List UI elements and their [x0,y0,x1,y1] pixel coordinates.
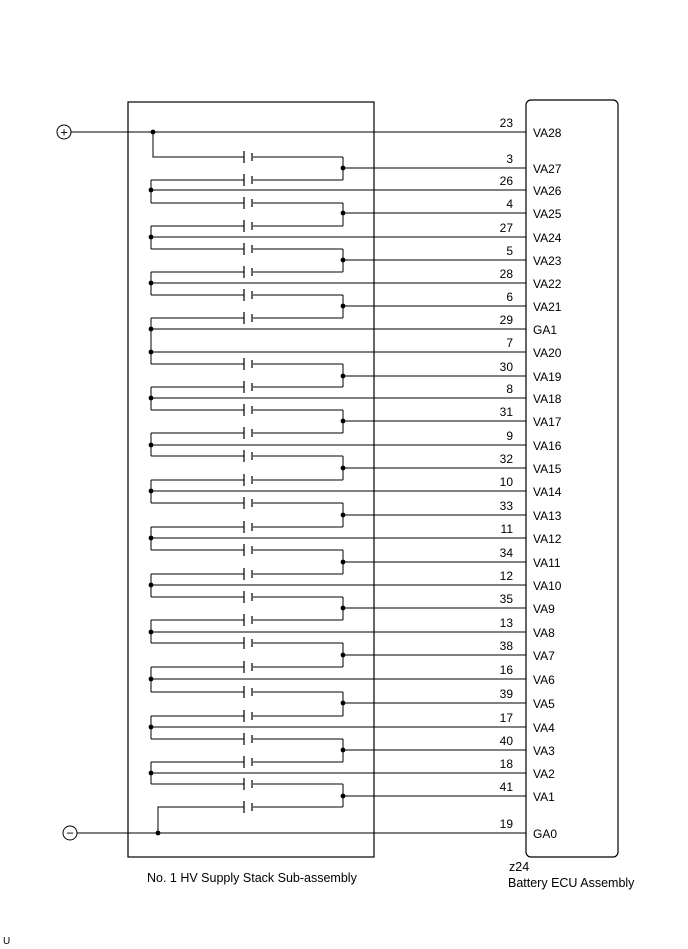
battery-cell-symbol [159,220,343,232]
terminal-name: VA11 [533,556,561,570]
terminal-name: VA2 [533,767,555,781]
terminal-name: VA9 [533,602,555,616]
pin-number: 32 [499,452,513,466]
terminal-name: VA27 [533,162,562,176]
battery-cell-symbol [159,427,343,439]
negative-terminal-symbol: − [66,825,74,841]
junction-dot [341,606,346,611]
pin-number: 31 [499,405,513,419]
wires-layer [71,132,526,833]
terminal-name: VA15 [533,462,562,476]
pin-number: 23 [499,116,513,130]
junction-dot [149,443,154,448]
terminal-name: VA18 [533,392,562,406]
junction-dot [341,748,346,753]
junction-dot [149,350,154,355]
pin-number: 41 [499,780,513,794]
pin-number: 9 [506,429,513,443]
pin-number: 10 [499,475,513,489]
pin-number: 3 [506,152,513,166]
battery-cell-symbol [159,568,343,580]
pin-labels-layer [500,116,562,841]
junction-dot [341,258,346,263]
terminal-name: VA19 [533,370,562,384]
terminal-name: VA5 [533,697,555,711]
terminal-name: VA14 [533,485,562,499]
pin-number: 4 [506,197,513,211]
battery-cell-symbol [159,197,343,209]
terminal-name: VA17 [533,415,562,429]
top-cell-feed [153,132,159,157]
junction-dot [341,794,346,799]
junction-dot [149,235,154,240]
pin-number: 27 [499,221,513,235]
terminal-name: VA13 [533,509,562,523]
pin-number: 35 [499,592,513,606]
battery-cell-symbol [159,243,343,255]
junction-dot [149,327,154,332]
footer-mark: U [3,936,11,947]
junction-dot [341,166,346,171]
junction-dot [149,489,154,494]
stack-subassembly-title: No. 1 HV Supply Stack Sub-assembly [147,871,357,885]
terminal-name: VA3 [533,744,555,758]
terminal-name: VA16 [533,439,562,453]
pin-number: 33 [499,499,513,513]
pin-number: 29 [499,313,513,327]
battery-cell-symbol [159,614,343,626]
battery-cell-symbol [159,521,343,533]
pin-number: 8 [506,382,513,396]
battery-cell-symbol [159,686,343,698]
terminal-name: VA24 [533,231,562,245]
battery-cell-symbol [159,151,343,163]
pin-number: 26 [499,174,513,188]
ecu-assembly-title: Battery ECU Assembly [508,876,635,890]
pin-number: 7 [506,336,513,350]
pin-number: 28 [499,267,513,281]
ecu-connector-id: z24 [509,860,530,874]
battery-cell-symbol [159,404,343,416]
pin-number: 6 [506,290,513,304]
junction-dot [341,560,346,565]
junction-dot [156,831,161,836]
pin-number: 30 [499,360,513,374]
junction-dot [341,513,346,518]
battery-cell-symbol [159,474,343,486]
junction-dot [149,188,154,193]
junction-dot [149,677,154,682]
junction-dot [341,304,346,309]
junction-dot [149,771,154,776]
terminal-name: VA1 [533,790,555,804]
pin-number: 17 [499,711,513,725]
pin-number: 40 [499,734,513,748]
junction-dot [151,130,156,135]
battery-cell-symbol [159,289,343,301]
pin-number: 11 [500,522,513,536]
pin-number: 16 [499,663,513,677]
pin-number: 19 [499,817,513,831]
terminal-name: VA4 [533,721,555,735]
battery-cell-symbol [159,174,343,186]
terminal-name: VA22 [533,277,562,291]
junction-dot [341,466,346,471]
battery-cell-symbol [159,266,343,278]
battery-cell-symbol [159,497,343,509]
battery-cell-symbol [159,358,343,370]
battery-cell-symbol [159,450,343,462]
pin-number: 5 [506,244,513,258]
pin-number: 34 [499,546,513,560]
terminal-name: VA12 [533,532,562,546]
junction-dot [149,583,154,588]
junction-dots-layer [149,130,346,836]
battery-cell-symbol [159,637,343,649]
junction-dot [149,725,154,730]
battery-cell-symbol [159,778,343,790]
battery-cell-symbol [159,591,343,603]
positive-terminal [57,125,71,140]
terminal-name: VA6 [533,673,555,687]
battery-cell-symbol [159,661,343,673]
battery-cell-symbol [159,801,343,813]
terminal-name: VA21 [533,300,562,314]
terminal-name: GA1 [533,323,558,337]
terminal-name: VA26 [533,184,562,198]
battery-cell-symbol [159,710,343,722]
terminal-name: VA10 [533,579,562,593]
battery-cell-symbol [159,381,343,393]
junction-dot [149,396,154,401]
junction-dot [341,653,346,658]
negative-terminal [63,826,77,841]
battery-cell-symbol [159,733,343,745]
pin-number: 39 [499,687,513,701]
terminal-name: VA8 [533,626,555,640]
terminal-name: VA25 [533,207,562,221]
battery-cell-symbol [159,312,343,324]
terminal-name: VA20 [533,346,562,360]
pin-number: 18 [499,757,513,771]
terminal-name: VA23 [533,254,562,268]
junction-dot [341,374,346,379]
positive-terminal-symbol: + [60,124,68,140]
terminal-name: VA7 [533,649,555,663]
battery-cell-symbol [159,756,343,768]
junction-dot [341,701,346,706]
battery-cells-layer [159,151,343,813]
junction-dot [341,419,346,424]
terminal-name: VA28 [533,126,562,140]
junction-dot [149,281,154,286]
junction-dot [149,630,154,635]
pin-number: 38 [499,639,513,653]
junction-dot [149,536,154,541]
battery-cell-symbol [159,544,343,556]
junction-dot [341,211,346,216]
terminal-name: GA0 [533,827,558,841]
pin-number: 13 [499,616,513,630]
pin-number: 12 [499,569,513,583]
bottom-cell-return [158,807,159,833]
